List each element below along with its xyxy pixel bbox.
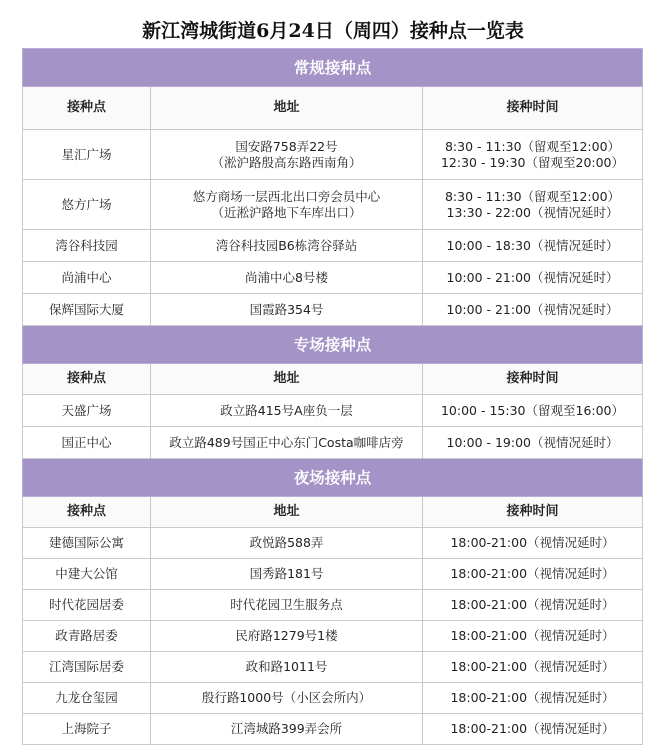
- address-cell: 政和路1011号: [151, 652, 423, 683]
- column-header-address: 地址: [151, 364, 423, 395]
- site-cell: 九龙仓玺园: [23, 683, 151, 714]
- time-cell: 18:00-21:00（视情况延时）: [423, 683, 643, 714]
- table-row: [23, 528, 643, 559]
- table-header-row: [23, 497, 643, 528]
- site-cell: 国正中心: [23, 427, 151, 459]
- time-cell: 18:00-21:00（视情况延时）: [423, 559, 643, 590]
- time-cell: 10:00 - 21:00（视情况延时）: [423, 294, 643, 326]
- section-band-night: [23, 459, 643, 497]
- table-row: [23, 130, 643, 180]
- column-header-time: 接种时间: [423, 364, 643, 395]
- site-cell: 上海院子: [23, 714, 151, 745]
- time-cell: 18:00-21:00（视情况延时）: [423, 621, 643, 652]
- table-row: [23, 294, 643, 326]
- site-cell: 保辉国际大厦: [23, 294, 151, 326]
- table-row: [23, 180, 643, 230]
- section-heading: 专场接种点: [23, 326, 643, 364]
- column-header-time: 接种时间: [423, 497, 643, 528]
- table-row: [23, 559, 643, 590]
- time-line: 12:30 - 19:30（留观至20:00）: [440, 154, 625, 170]
- column-header-address: 地址: [151, 497, 423, 528]
- address-cell: 国霞路354号: [151, 294, 423, 326]
- address-line: 悠方商场一层西北出口旁会员中心: [192, 188, 381, 204]
- section-band-special: [23, 326, 643, 364]
- site-cell: 江湾国际居委: [23, 652, 151, 683]
- table-header-row: [23, 364, 643, 395]
- address-cell: 政悦路588弄: [151, 528, 423, 559]
- time-cell: 10:00 - 19:00（视情况延时）: [423, 427, 643, 459]
- table-row: [23, 590, 643, 621]
- table-row: [23, 262, 643, 294]
- table-row: [23, 230, 643, 262]
- section-heading: 夜场接种点: [23, 459, 643, 497]
- time-line: 8:30 - 11:30（留观至12:00）: [444, 138, 621, 154]
- site-cell: 悠方广场: [23, 180, 151, 230]
- address-cell: 政立路415号A座负一层: [151, 395, 423, 427]
- time-line: 13:30 - 22:00（视情况延时）: [446, 204, 619, 220]
- table-row: [23, 427, 643, 459]
- address-cell: 民府路1279号1楼: [151, 621, 423, 652]
- site-cell: 星汇广场: [23, 130, 151, 180]
- column-header-site: 接种点: [23, 364, 151, 395]
- time-line: 8:30 - 11:30（留观至12:00）: [444, 188, 621, 204]
- table-row: [23, 621, 643, 652]
- time-cell: 18:00-21:00（视情况延时）: [423, 590, 643, 621]
- site-cell: 天盛广场: [23, 395, 151, 427]
- address-line: （近淞沪路地下车库出口）: [211, 204, 362, 220]
- column-header-address: 地址: [151, 87, 423, 130]
- address-cell: 政立路489号国正中心东门Costa咖啡店旁: [151, 427, 423, 459]
- page-title: 新江湾城街道6月24日（周四）接种点一览表: [142, 20, 524, 42]
- column-header-site: 接种点: [23, 87, 151, 130]
- schedule-table: [22, 48, 643, 745]
- address-cell: [151, 130, 423, 180]
- site-cell: 尚浦中心: [23, 262, 151, 294]
- site-cell: 中建大公馆: [23, 559, 151, 590]
- time-cell: 10:00 - 18:30（视情况延时）: [423, 230, 643, 262]
- table-row: [23, 395, 643, 427]
- time-cell: 10:00 - 15:30（留观至16:00）: [423, 395, 643, 427]
- table-row: [23, 714, 643, 745]
- site-cell: 政青路居委: [23, 621, 151, 652]
- time-cell: [423, 130, 643, 180]
- time-cell: [423, 180, 643, 230]
- address-cell: 江湾城路399弄会所: [151, 714, 423, 745]
- site-cell: 建德国际公寓: [23, 528, 151, 559]
- time-cell: 18:00-21:00（视情况延时）: [423, 528, 643, 559]
- address-cell: 殷行路1000号（小区会所内）: [151, 683, 423, 714]
- table-header-row: [23, 87, 643, 130]
- address-line: （淞沪路殷高东路西南角）: [211, 154, 362, 170]
- time-cell: 10:00 - 21:00（视情况延时）: [423, 262, 643, 294]
- section-heading: 常规接种点: [23, 49, 643, 87]
- address-cell: 时代花园卫生服务点: [151, 590, 423, 621]
- section-band-regular: [23, 49, 643, 87]
- time-cell: 18:00-21:00（视情况延时）: [423, 652, 643, 683]
- column-header-time: 接种时间: [423, 87, 643, 130]
- address-cell: [151, 180, 423, 230]
- table-row: [23, 683, 643, 714]
- address-cell: 国秀路181号: [151, 559, 423, 590]
- table-row: [23, 652, 643, 683]
- address-line: 国安路758弄22号: [235, 138, 338, 154]
- time-cell: 18:00-21:00（视情况延时）: [423, 714, 643, 745]
- address-cell: 尚浦中心8号楼: [151, 262, 423, 294]
- site-cell: 湾谷科技园: [23, 230, 151, 262]
- site-cell: 时代花园居委: [23, 590, 151, 621]
- address-cell: 湾谷科技园B6栋湾谷驿站: [151, 230, 423, 262]
- column-header-site: 接种点: [23, 497, 151, 528]
